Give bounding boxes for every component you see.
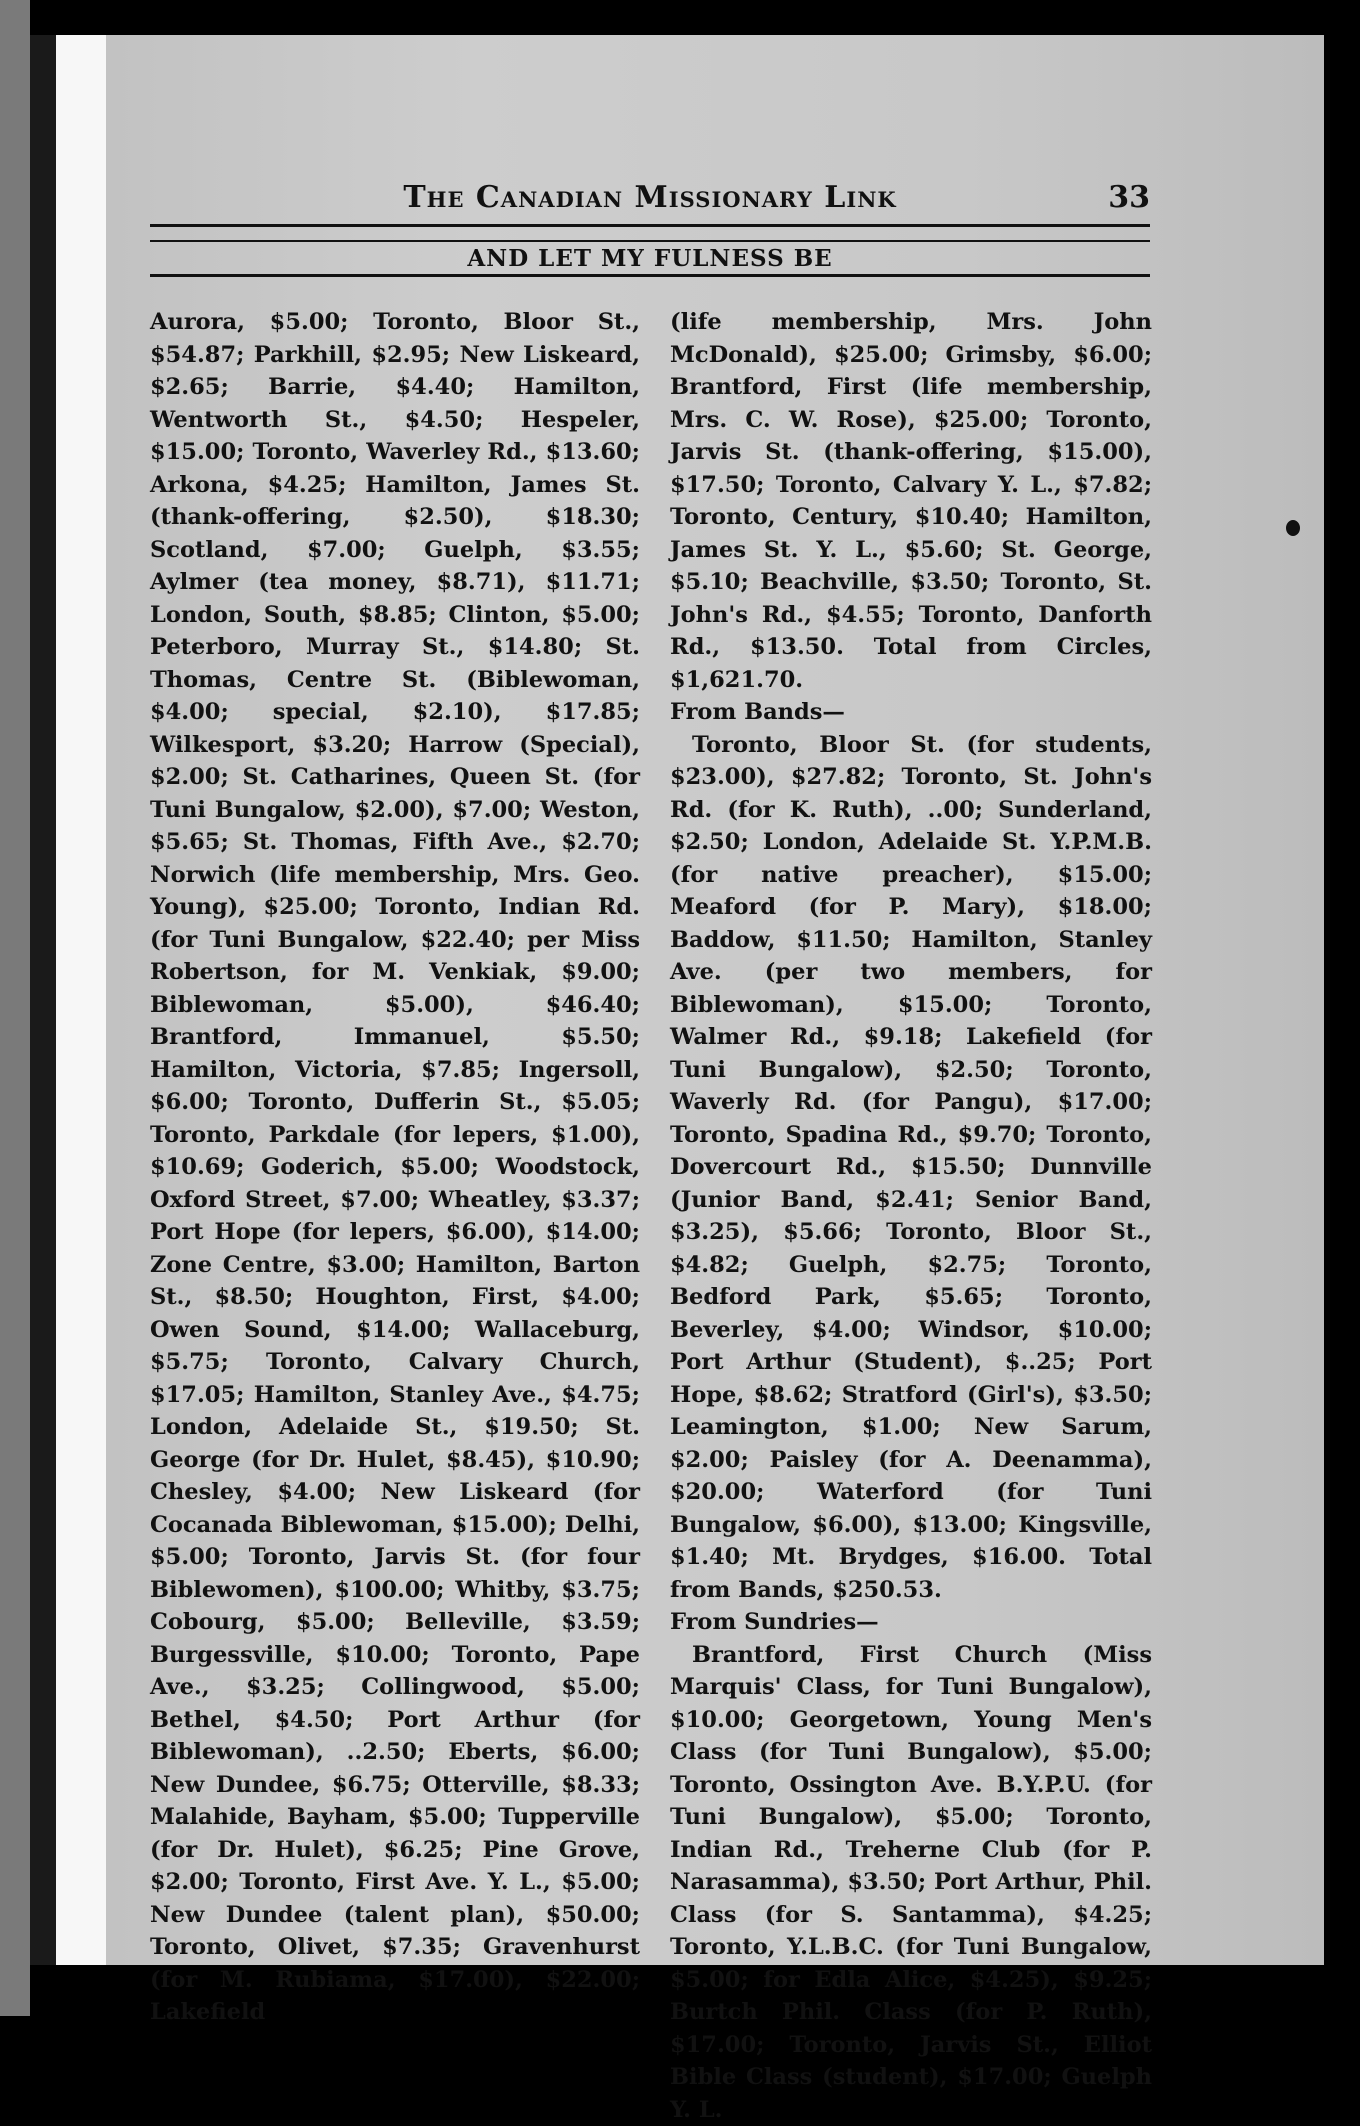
circles-list: Aurora, $5.00; Toronto, Bloor St., $54.87; Parkhill, $2.95; New Liskeard, $2.65; Barrie, $4.40; Hamilton, Wentworth St., $4.50; Hespeler, $15.00; Toronto, Waverley Rd., $13.60; Arkona, $4.25; Hamilton, James St. (thank-offering, $2.50), $18.30; Scotland, $7.00; Guelph, $3.55; Aylmer (tea money, $8.71), $11.71; London, South, $8.85; Clinton, $5.00; Peterboro, Murray St., $14.80; St. Thomas, Centre St. (Biblewoman, $4.00; special, $2.10), $17.85; Wilkesport, $3.20; Harrow (Special), $2.00; St. Catharines, Queen St. (for Tuni Bungalow, $2.00), $7.00; Weston, $5.65; St. Thomas, Fifth Ave., $2.70; Norwich (life membership, Mrs. Geo. Young), $25.00; Toronto, Indian Rd. (for Tuni Bungalow, $22.40; per Miss Robertson, for M. Venkiak, $9.00; Biblewoman, $5.00), $46.40; Brantford, Immanuel, $5.50; Hamilton, Victoria, $7.85; Ingersoll, $6.00; Toronto, Dufferin St., $5.05; Toronto, Parkdale (for lepers, $1.00), $10.69; Goderich, $5.00; Woodstock, Oxford Street, $7.00; Wheatley, $3.37; Port Hope (for lepers, $6.00), $14.00; Zone Centre, $3.00; Hamilton, Barton St., $8.50; Houghton, First, $4.00; Owen Sound, $14.00; Wallaceburg, $5.75; Toronto, Calvary Church, $17.05; Hamilton, Stanley Ave., $4.75; London, Adelaide St., $19.50; St. George (for Dr. Hulet, $8.45), $10.90; Chesley, $4.00; New Liskeard (for Cocanada Biblewoman, $15.00); Delhi, $5.00; Toronto, Jarvis St. (for four Biblewomen), $100.00; Whitby, $3.75; Cobourg, $5.00; Belleville, $3.59; Burgessville, $10.00; Toronto, Pape Ave., $3.25; Collingwood, $5.00; Bethel, $4.50; Port Arthur (for Biblewoman), ..2.50; Eberts, $6.00; New Dundee, $6.75; Otterville, $8.33; Malahide, Bayham, $5.00; Tupperville (for Dr. Hulet), $6.25; Pine Grove, $2.00; Toronto, First Ave. Y. L., $5.00; New Dundee (talent plan), $50.00; Toronto, Olivet, $7.35; Gravenhurst (for M. Rubiama, $17.00), $22.00; Lakefield	[150, 306, 640, 2029]
scan-margin-dark	[30, 35, 56, 1965]
subheading-rule-bottom	[150, 274, 1150, 277]
sundries-heading: From Sundries—	[670, 1606, 1152, 1639]
sundries-list: Brantford, First Church (Miss Marquis' Class, for Tuni Bungalow), $10.00; Georgetown, Young Men's Class (for Tuni Bungalow), $5.00; Toronto, Ossington Ave. B.Y.P.U. (for Tuni Bungalow), $5.00; Toronto, Indian Rd., Treherne Club (for P. Narasamma), $3.50; Port Arthur, Phil. Class (for S. Santamma), $4.25; Toronto, Y.L.B.C. (for Tuni Bungalow, $5.00; for Edla Alice, $4.25), $9.25; Burtch Phil. Class (for P. Ruth), $17.00; Toronto, Jarvis St., Elliot Bible Class (student), $17.00; Guelph Y. L.	[670, 1639, 1152, 2126]
running-head	[150, 180, 1150, 226]
scan-margin-light	[56, 35, 106, 1965]
right-column	[670, 306, 1152, 2126]
subheading-rule-top	[150, 240, 1150, 242]
bands-heading: From Bands—	[670, 696, 1152, 729]
left-column	[150, 306, 640, 2029]
subheading: AND LET MY FULNESS BE	[150, 245, 1150, 272]
page-number: 33	[1108, 180, 1150, 215]
top-rule	[150, 224, 1150, 227]
bands-list: Toronto, Bloor St. (for students, $23.00), $27.82; Toronto, St. John's Rd. (for K. Ruth), ..00; Sunderland, $2.50; London, Adelaide St. Y.P.M.B. (for native preacher), $15.00; Meaford (for P. Mary), $18.00; Baddow, $11.50; Hamilton, Stanley Ave. (per two members, for Biblewoman), $15.00; Toronto, Walmer Rd., $9.18; Lakefield (for Tuni Bungalow), $2.50; Toronto, Waverly Rd. (for Pangu), $17.00; Toronto, Spadina Rd., $9.70; Toronto, Dovercourt Rd., $15.50; Dunnville (Junior Band, $2.41; Senior Band, $3.25), $5.66; Toronto, Bloor St., $4.82; Guelph, $2.75; Toronto, Bedford Park, $5.65; Toronto, Beverley, $4.00; Windsor, $10.00; Port Arthur (Student), $..25; Port Hope, $8.62; Stratford (Girl's), $3.50; Leamington, $1.00; New Sarum, $2.00; Paisley (for A. Deenamma), $20.00; Waterford (for Tuni Bungalow, $6.00), $13.00; Kingsville, $1.40; Mt. Brydges, $16.00. Total from Bands, $250.53.	[670, 729, 1152, 1607]
journal-title: The Canadian Missionary Link	[150, 180, 1150, 215]
scan-edge	[0, 0, 30, 2016]
scan-dot	[1286, 520, 1300, 536]
circles-list-continued: (life membership, Mrs. John McDonald), $25.00; Grimsby, $6.00; Brantford, First (life membership, Mrs. C. W. Rose), $25.00; Toronto, Jarvis St. (thank-offering, $15.00), $17.50; Toronto, Calvary Y. L., $7.82; Toronto, Century, $10.40; Hamilton, James St. Y. L., $5.60; St. George, $5.10; Beachville, $3.50; Toronto, St. John's Rd., $4.55; Toronto, Danforth Rd., $13.50. Total from Circles, $1,621.70.	[670, 306, 1152, 696]
